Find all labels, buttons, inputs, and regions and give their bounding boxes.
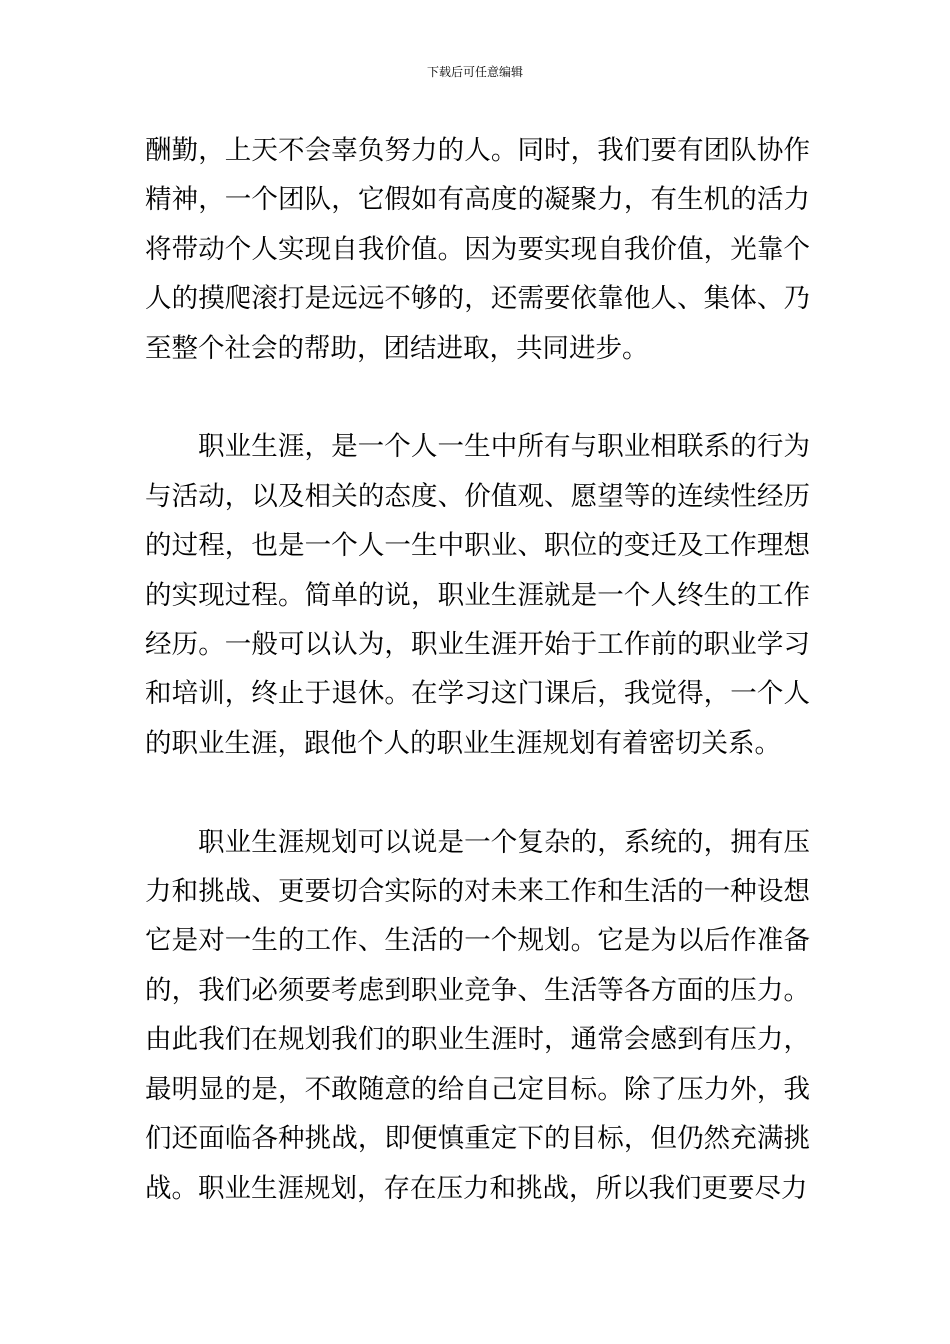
paragraph-2: 职业生涯，是一个人一生中所有与职业相联系的行为与活动，以及相关的态度、价值观、愿望等的连续性经历的过程，也是一个人一生中职业、职位的变迁及工作理想的实现过程。简单的说，职业生涯就是一个人终生的工作经历。一般可以认为，职业生涯开始于工作前的职业学习和培训，终止于退休。在学习这门课后，我觉得，一个人的职业生涯，跟他个人的职业生涯规划有着密切关系。 <box>145 431 810 759</box>
paragraph-3: 职业生涯规划可以说是一个复杂的，系统的，拥有压力和挑战、更要切合实际的对未来工作和生活的一种设想它是对一生的工作、生活的一个规划。它是为以后作准备的，我们必须要考虑到职业竞争、生活等各方面的压力。由此我们在规划我们的职业生涯时，通常会感到有压力，最明显的是，不敢随意的给自己定目标。除了压力外，我们还面临各种挑战，即便慎重定下的目标，但仍然充满挑战。职业生涯规划，存在压力和挑战，所以我们更要尽力 <box>145 826 810 1204</box>
paragraph-1: 酬勤，上天不会辜负努力的人。同时，我们要有团队协作精神，一个团队，它假如有高度的凝聚力，有生机的活力将带动个人实现自我价值。因为要实现自我价值，光靠个人的摸爬滚打是远远不够的，还需要依靠他人、集体、乃至整个社会的帮助，团结进取，共同进步。 <box>145 135 810 364</box>
page-header: 下载后可任意编辑 <box>426 65 523 79</box>
paragraph-gap <box>145 373 810 422</box>
paragraph-gap <box>145 768 810 817</box>
document-body <box>145 126 810 1213</box>
